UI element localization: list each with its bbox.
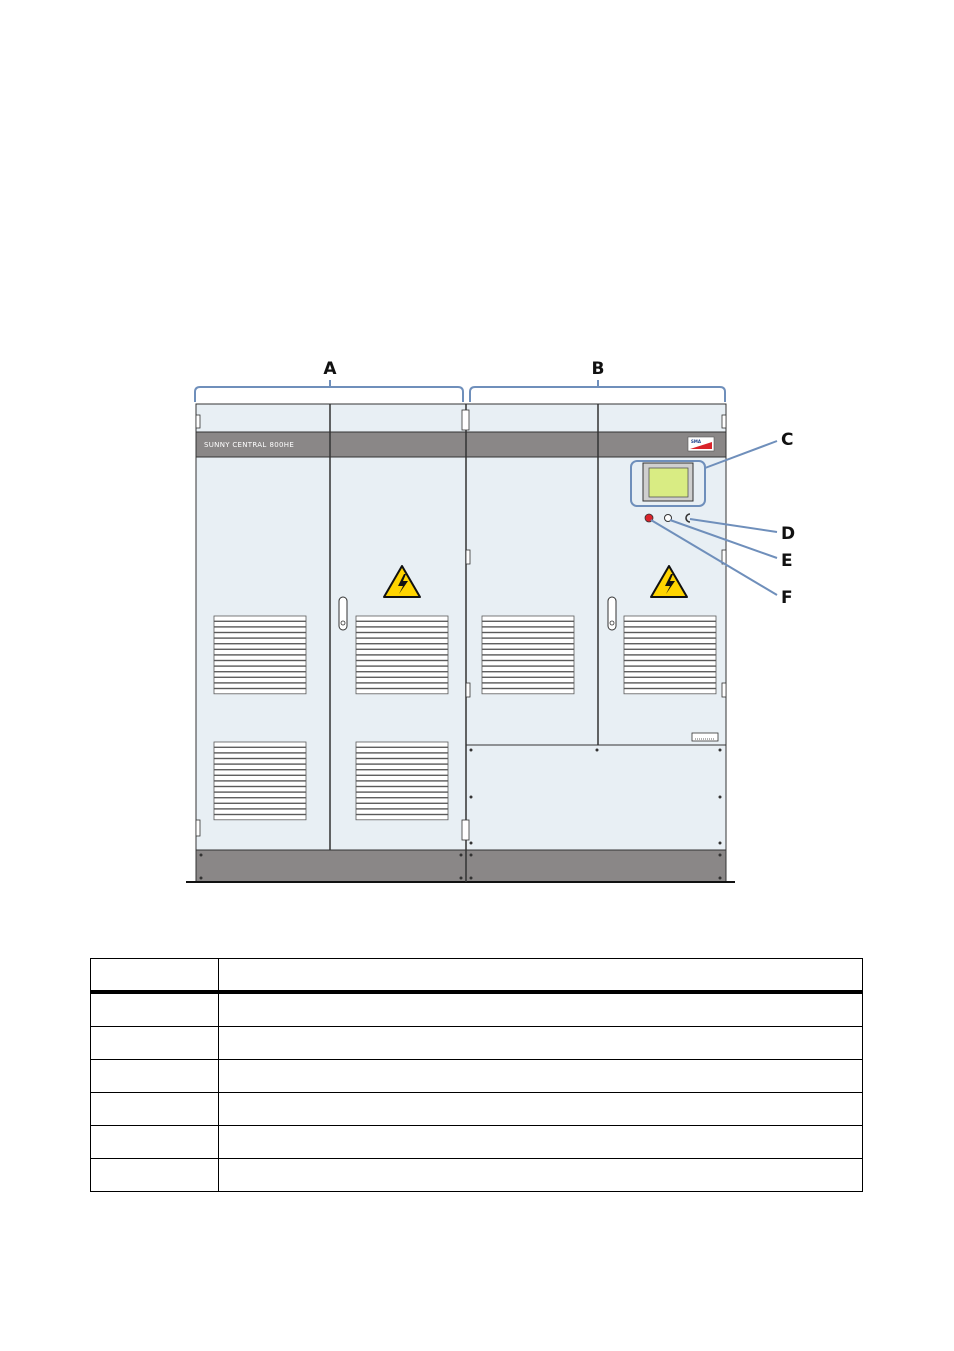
table-cell bbox=[91, 1159, 219, 1192]
door-handle-icon[interactable] bbox=[608, 597, 616, 630]
legend-header-row bbox=[91, 959, 863, 993]
bracket-b bbox=[470, 380, 725, 402]
brand-name: SUNNY CENTRAL bbox=[204, 441, 267, 449]
door-handle-icon[interactable] bbox=[339, 597, 347, 630]
table-cell bbox=[219, 992, 863, 1027]
roof-panel bbox=[196, 404, 726, 432]
ventilation-grille-icon bbox=[356, 616, 448, 694]
table-cell bbox=[91, 1060, 219, 1093]
model-name: 800HE bbox=[269, 441, 295, 449]
ventilation-grille-icon bbox=[214, 742, 306, 820]
bracket-a bbox=[195, 380, 463, 402]
header-designation bbox=[219, 959, 863, 993]
table-cell bbox=[219, 1060, 863, 1093]
callout-e: E bbox=[781, 551, 793, 571]
table-cell bbox=[91, 992, 219, 1027]
ventilation-grille-icon bbox=[624, 616, 716, 694]
table-cell bbox=[91, 1093, 219, 1126]
ventilation-grille-icon bbox=[356, 742, 448, 820]
callout-c: C bbox=[781, 430, 794, 450]
table-cell bbox=[219, 1159, 863, 1192]
ventilation-grille-icon bbox=[214, 616, 306, 694]
table-cell bbox=[219, 1027, 863, 1060]
type-label bbox=[692, 733, 718, 741]
display-screen bbox=[649, 468, 688, 497]
callout-a: A bbox=[323, 359, 337, 379]
table-row bbox=[91, 992, 863, 1027]
svg-text:SUNNY CENTRAL800HE bbox=[204, 441, 294, 449]
table-row bbox=[91, 1126, 863, 1159]
sma-logo-icon bbox=[688, 437, 714, 451]
table-row bbox=[91, 1060, 863, 1093]
table-cell bbox=[91, 1126, 219, 1159]
callout-d: D bbox=[781, 524, 796, 544]
cabinet-b-lower-panel bbox=[466, 745, 726, 850]
table-cell bbox=[91, 1027, 219, 1060]
legend-table bbox=[90, 958, 863, 1192]
table-row bbox=[91, 1159, 863, 1192]
table-row bbox=[91, 1027, 863, 1060]
callout-f: F bbox=[781, 588, 793, 608]
cabinet bbox=[186, 404, 735, 882]
sma-logo-text: SMA bbox=[691, 439, 701, 444]
table-cell bbox=[219, 1093, 863, 1126]
table-row bbox=[91, 1093, 863, 1126]
header-position bbox=[91, 959, 219, 993]
table-cell bbox=[219, 1126, 863, 1159]
ventilation-grille-icon bbox=[482, 616, 574, 694]
callout-b: B bbox=[591, 359, 605, 379]
